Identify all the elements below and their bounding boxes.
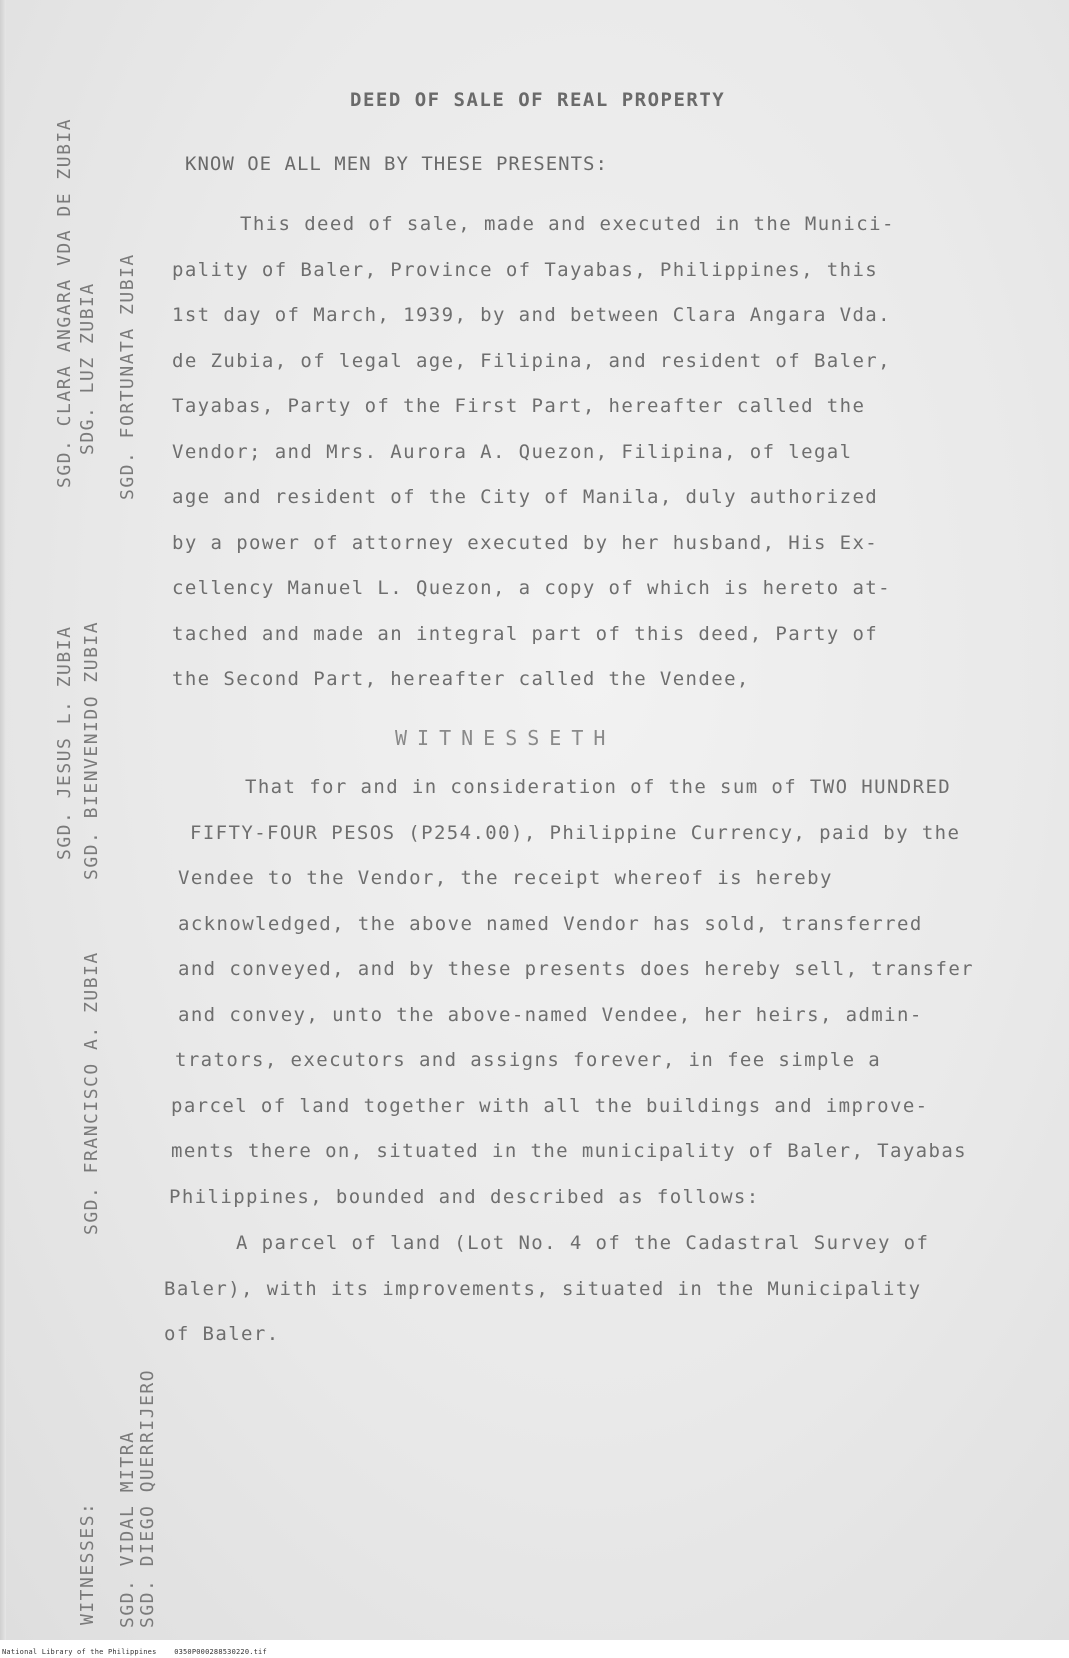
- scan-footer: [2, 1648, 267, 1656]
- signature: SGD. BIENVENIDO ZUBIA: [81, 620, 102, 880]
- paragraph-line: A parcel of land (Lot No. 4 of the Cadastral Survey of: [236, 1232, 930, 1254]
- paragraph-line: That for and in consideration of the sum of TWO HUNDRED: [245, 776, 952, 798]
- signature: SGD. JESUS L. ZUBIA: [54, 625, 75, 860]
- paragraph-line: ments there on, situated in the municipality of Baler, Tayabas: [171, 1140, 968, 1162]
- paragraph-line: Vendee to the Vendor, the receipt whereof is hereby: [178, 867, 833, 889]
- paragraph-line: the Second Part, hereafter called the Vendee,: [172, 668, 750, 690]
- margin-signatures: [0, 0, 240, 1640]
- paragraph-line: acknowledged, the above named Vendor has sold, transferred: [178, 912, 923, 935]
- paragraph-line: FIFTY-FOUR PESOS (P254.00), Philippine Currency, paid by the: [190, 821, 961, 844]
- signature-group: [118, 253, 138, 500]
- signature-group: [78, 282, 98, 455]
- signature: SGD. FORTUNATA ZUBIA: [117, 253, 138, 500]
- paragraph-line: by a power of attorney executed by her husband, His Ex-: [172, 531, 879, 554]
- document-title: DEED OF SALE OF REAL PROPERTY: [350, 89, 726, 111]
- witness-signature: SGD. VIDAL MITRA: [117, 1430, 138, 1628]
- paragraph-line: Baler), with its improvements, situated in the Municipality: [164, 1277, 922, 1300]
- paragraph-line: Philippines, bounded and described as follows:: [169, 1185, 760, 1208]
- paragraph-line: of Baler.: [164, 1323, 280, 1345]
- signature-group: [82, 621, 102, 880]
- signature-group: [55, 118, 75, 488]
- paragraph-line: tached and made an integral part of this deed, Party of: [172, 622, 879, 645]
- signature: SDG. LUZ ZUBIA: [77, 282, 98, 455]
- witness-signature-group: [118, 1369, 158, 1628]
- paragraph-line: 1st day of March, 1939, by and between Clara Angara Vda.: [172, 304, 891, 326]
- paragraph-line: cellency Manuel L. Quezon, a copy of which is hereto at-: [172, 577, 891, 599]
- witnesses-label: WITNESSES:: [77, 1501, 98, 1625]
- archive-name: National Library of the Philippines: [2, 1648, 157, 1656]
- paragraph-2: [169, 765, 975, 1220]
- paragraph-line: and conveyed, and by these presents does hereby sell, transfer: [178, 958, 975, 980]
- paragraph-line: Vendor; and Mrs. Aurora A. Quezon, Filipina, of legal: [172, 440, 853, 463]
- paragraph-line: parcel of land together with all the buildings and improve-: [171, 1094, 929, 1117]
- paragraph-line: age and resident of the City of Manila, duly authorized: [172, 486, 879, 508]
- paragraph-3: [164, 1221, 930, 1358]
- paragraph-line: de Zubia, of legal age, Filipina, and resident of Baler,: [172, 349, 891, 372]
- paragraph-line: Tayabas, Party of the First Part, hereafter called the: [172, 395, 866, 417]
- signature-group: [55, 626, 75, 860]
- paragraph-line: This deed of sale, made and executed in the Munici-: [240, 213, 895, 235]
- signature: SGD. CLARA ANGARA VDA DE ZUBIA: [54, 117, 75, 488]
- signature-group: [82, 951, 102, 1235]
- witness-signature: SGD. DIEGO QUERRIJERO: [137, 1368, 158, 1628]
- signature: SGD. FRANCISCO A. ZUBIA: [81, 951, 102, 1235]
- file-name: 0350P000288530220.tif: [174, 1648, 267, 1656]
- witnesseth-heading: WITNESSETH: [395, 726, 616, 750]
- paragraph-line: and convey, unto the above-named Vendee, her heirs, admin-: [178, 1003, 923, 1026]
- paragraph-1: [172, 202, 895, 703]
- witnesses-label-group: [78, 1502, 98, 1625]
- paragraph-line: pality of Baler, Province of Tayabas, Philippines, this: [172, 258, 879, 281]
- document-greeting: KNOW OE ALL MEN BY THESE PRESENTS:: [185, 153, 608, 175]
- paragraph-line: trators, executors and assigns forever, in fee simple a: [175, 1049, 882, 1071]
